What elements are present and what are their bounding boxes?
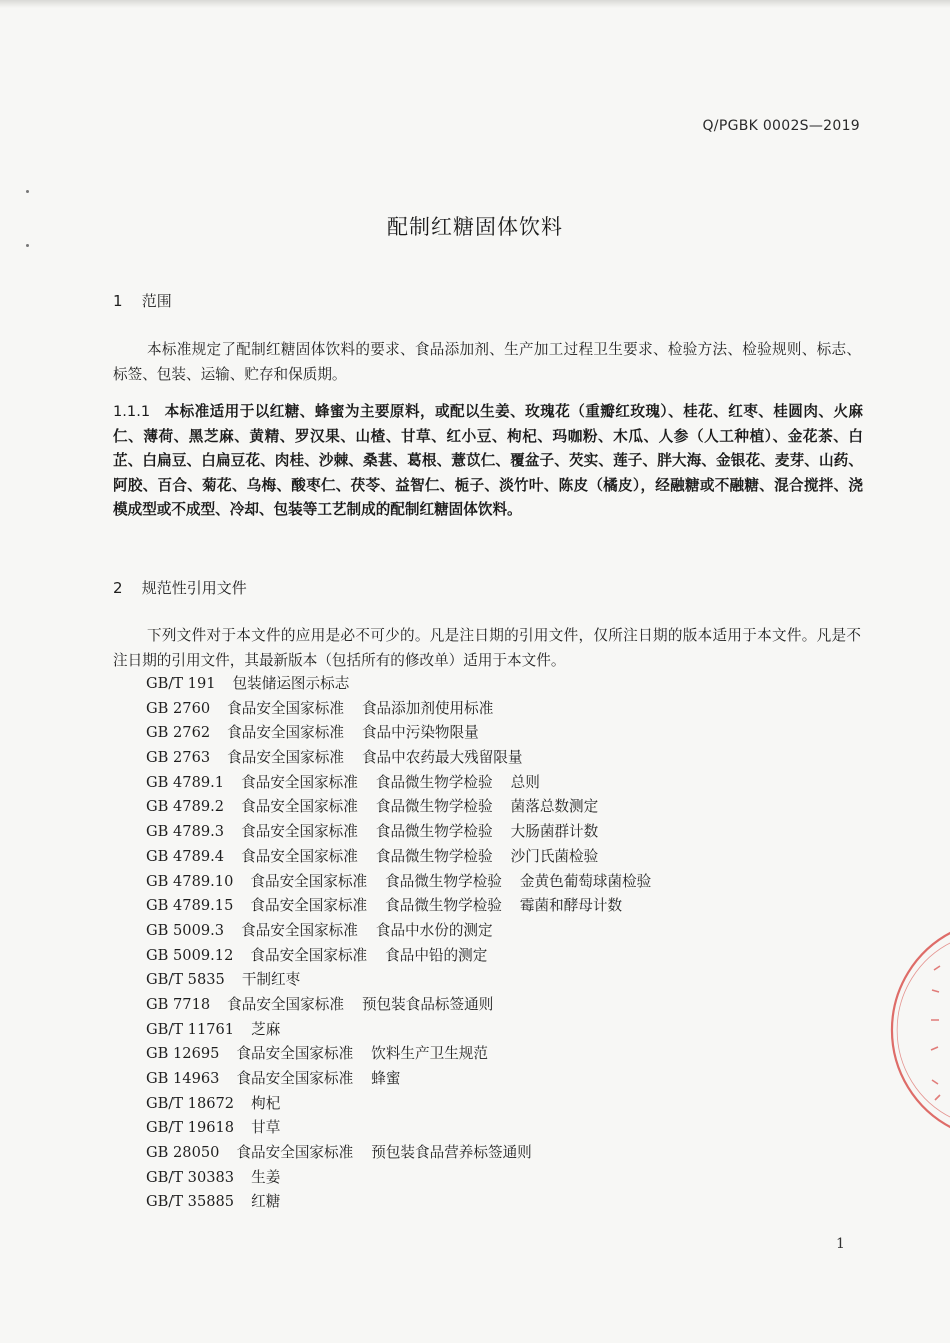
reference-title-part: 总则 <box>510 773 540 791</box>
reference-item <box>146 746 651 771</box>
reference-title-part: 食品微生物学检验 <box>375 773 493 791</box>
reference-code: GB 12695 <box>146 1045 220 1063</box>
reference-code: GB/T 18672 <box>146 1094 235 1112</box>
reference-title-part: 食品中农药最大残留限量 <box>361 749 523 767</box>
clause-1-1-1 <box>113 400 863 523</box>
reference-item <box>146 820 651 845</box>
reference-title-part: 食品安全国家标准 <box>241 773 358 791</box>
reference-code: GB 5009.12 <box>146 946 234 964</box>
reference-code: GB/T 35885 <box>146 1193 235 1211</box>
reference-code: GB 28050 <box>146 1144 220 1162</box>
reference-title-part: 食品微生物学检验 <box>375 823 493 841</box>
reference-code: GB/T 5835 <box>146 971 225 989</box>
reference-item <box>146 1092 651 1117</box>
reference-item <box>146 771 651 796</box>
reference-item <box>146 968 651 993</box>
reference-title-part: 食品安全国家标准 <box>241 823 358 841</box>
reference-title-part: 食品安全国家标准 <box>250 946 368 964</box>
section-title: 规范性引用文件 <box>141 579 247 597</box>
reference-title-part: 干制红枣 <box>241 971 301 989</box>
reference-code: GB 2760 <box>146 699 211 717</box>
section-number: 2 <box>113 579 123 597</box>
clause-text: 本标准适用于以红糖、蜂蜜为主要原料，或配以生姜、玫瑰花（重瓣红玫瑰）、桂花、红枣、桂圆肉、火麻仁、薄荷、黑芝麻、黄精、罗汉果、山楂、甘草、红小豆、枸杞、玛咖粉、木瓜、人参（人工种植）、金花茶、白芷、白扁豆、白扁豆花、肉桂、沙棘、桑葚、葛根、薏苡仁、覆盆子、芡实、莲子、胖大海、金银花、麦芽、山药、阿胶、百合、菊花、乌梅、酸枣仁、茯苓、益智仁、栀子、淡竹叶、陈皮（橘皮），经融糖或不融糖、混合搅拌、浇模成型或不成型、冷却、包装等工艺制成的配制红糖固体饮料。 <box>113 403 863 519</box>
reference-title-part: 枸杞 <box>251 1094 281 1112</box>
reference-item <box>146 697 651 722</box>
reference-title-part: 红糖 <box>251 1193 281 1211</box>
reference-item <box>146 894 651 919</box>
reference-item <box>146 870 651 895</box>
reference-code: GB/T 30383 <box>146 1168 235 1186</box>
reference-list <box>146 672 651 1215</box>
reference-code: GB 4789.15 <box>146 897 234 915</box>
document-code: Q/PGBK 0002S—2019 <box>702 118 860 134</box>
reference-title-part: 芝麻 <box>251 1020 281 1038</box>
section-1-heading <box>113 290 172 311</box>
reference-code: GB 7718 <box>146 995 211 1013</box>
reference-item <box>146 795 651 820</box>
reference-item <box>146 993 651 1018</box>
reference-title-part: 食品微生物学检验 <box>385 897 502 915</box>
reference-title-part: 食品安全国家标准 <box>241 847 358 865</box>
reference-title-part: 霉菌和酵母计数 <box>519 897 623 915</box>
reference-title-part: 食品中铅的测定 <box>385 946 488 964</box>
reference-code: GB 4789.10 <box>146 872 234 890</box>
scope-paragraph: 本标准规定了配制红糖固体饮料的要求、食品添加剂、生产加工过程卫生要求、检验方法、检验规则、标志、标签、包装、运输、贮存和保质期。 <box>113 341 861 383</box>
reference-title-part: 预包装食品营养标签通则 <box>371 1144 532 1162</box>
reference-title-part: 食品安全国家标准 <box>250 897 368 915</box>
section-2-heading <box>113 577 247 598</box>
reference-item <box>146 721 651 746</box>
page-number: 1 <box>836 1236 845 1252</box>
reference-title-part: 食品安全国家标准 <box>241 921 358 939</box>
scan-speck <box>26 190 29 193</box>
reference-item <box>146 919 651 944</box>
scan-speck <box>26 244 29 247</box>
reference-code: GB 14963 <box>146 1070 220 1087</box>
reference-title-part: 菌落总数测定 <box>510 798 599 816</box>
reference-item <box>146 1190 651 1215</box>
reference-code: GB 4789.2 <box>146 798 225 816</box>
reference-item <box>146 845 651 870</box>
reference-code: GB/T 11761 <box>146 1020 235 1038</box>
reference-title-part: 金黄色葡萄球菌检验 <box>519 872 652 890</box>
reference-code: GB 4789.4 <box>146 847 225 865</box>
reference-title-part: 食品微生物学检验 <box>375 847 493 865</box>
reference-item <box>146 1042 651 1067</box>
reference-item <box>146 1116 651 1141</box>
reference-title-part: 食品安全国家标准 <box>236 1070 354 1087</box>
reference-code: GB/T 19618 <box>146 1119 235 1137</box>
section-title: 范围 <box>141 292 172 310</box>
reference-title-part: 预包装食品标签通则 <box>361 995 494 1013</box>
reference-title-part: 食品安全国家标准 <box>250 872 368 890</box>
reference-title-part: 生姜 <box>251 1168 281 1186</box>
reference-title-part: 食品微生物学检验 <box>385 872 502 890</box>
reference-title-part: 大肠菌群计数 <box>510 823 599 841</box>
page-title: 配制红糖固体饮料 <box>387 215 563 239</box>
clause-number: 1.1.1 <box>113 403 151 420</box>
reference-title-part: 食品微生物学检验 <box>375 798 493 816</box>
reference-item <box>146 1166 651 1191</box>
reference-code: GB 2762 <box>146 724 211 742</box>
reference-title-part: 食品安全国家标准 <box>241 798 358 816</box>
reference-item <box>146 1018 651 1043</box>
reference-title-part: 食品安全国家标准 <box>227 995 344 1013</box>
reference-title-part: 饮料生产卫生规范 <box>371 1045 488 1063</box>
reference-title-part: 包装储运图示标志 <box>232 675 350 692</box>
reference-item <box>146 944 651 969</box>
reference-title-part: 食品安全国家标准 <box>227 699 344 717</box>
references-paragraph: 下列文件对于本文件的应用是必不可少的。凡是注日期的引用文件，仅所注日期的版本适用于本文件。凡是不注日期的引用文件，其最新版本（包括所有的修改单）适用于本文件。 <box>113 627 861 669</box>
reference-title-part: 蜂蜜 <box>371 1070 401 1087</box>
reference-code: GB 4789.1 <box>146 773 225 791</box>
reference-code: GB 2763 <box>146 749 211 767</box>
reference-item <box>146 672 651 697</box>
reference-code: GB 4789.3 <box>146 823 225 841</box>
reference-title-part: 甘草 <box>251 1119 281 1137</box>
section-number: 1 <box>113 292 123 310</box>
reference-code: GB 5009.3 <box>146 921 225 939</box>
red-seal-stamp <box>922 930 950 1130</box>
reference-title-part: 食品安全国家标准 <box>236 1045 354 1063</box>
reference-title-part: 沙门氏菌检验 <box>510 847 599 865</box>
reference-title-part: 食品中污染物限量 <box>361 724 479 742</box>
reference-title-part: 食品添加剂使用标准 <box>361 699 494 717</box>
reference-code: GB/T 191 <box>146 675 216 692</box>
reference-title-part: 食品安全国家标准 <box>236 1144 354 1162</box>
reference-item <box>146 1067 651 1092</box>
reference-title-part: 食品安全国家标准 <box>227 749 344 767</box>
reference-title-part: 食品安全国家标准 <box>227 724 344 742</box>
scan-top-edge <box>0 0 950 8</box>
reference-title-part: 食品中水份的测定 <box>375 921 493 939</box>
reference-item <box>146 1141 651 1166</box>
